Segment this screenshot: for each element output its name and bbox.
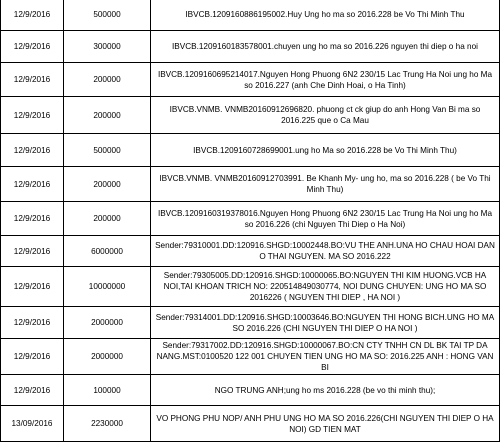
amount-cell: 200000: [64, 63, 151, 97]
description-cell: IBVCB.1209160728699001.ung ho Ma so 2016.228 be Vo Thi Minh Thu): [151, 134, 500, 167]
date-cell: 12/9/2016: [1, 375, 64, 406]
amount-cell: 200000: [64, 167, 151, 202]
description-cell: Sender:79314001.DD:120916.SHGD:10003646.BO:NGUYEN THI HONG BICH.UNG HO MA SO 2016.226 (CHI NGUYEN THI DIEP O HA NOI ): [151, 307, 500, 339]
description-cell: IBVCB.1209160695214017.Nguyen Hong Phuong 6N2 230/15 Lac Trung Ha Noi ung ho Ma so 2016.227 (anh Che Dinh Hoai, o Ha Tinh): [151, 63, 500, 97]
amount-cell: 500000: [64, 0, 151, 31]
date-cell: 12/9/2016: [1, 202, 64, 236]
description-cell: IBVCB.VNMB. VNMB20160912703991. Be Khanh My- ung ho, ma so 2016.228 ( be Vo Thi Minh Thu): [151, 167, 500, 202]
date-cell: 12/9/2016: [1, 267, 64, 307]
table-row: [1, 31, 500, 63]
amount-cell: 200000: [64, 202, 151, 236]
date-cell: 12/9/2016: [1, 63, 64, 97]
date-cell: 13/09/2016: [1, 406, 64, 442]
table-row: [1, 0, 500, 31]
date-cell: 12/9/2016: [1, 236, 64, 267]
date-cell: 12/9/2016: [1, 0, 64, 31]
amount-cell: 200000: [64, 97, 151, 134]
description-cell: Sender:79305005.DD:120916.SHGD:10000065.BO:NGUYEN THI KIM HUONG.VCB HA NOI,TAI KHOAN TRICH NO: 220514849030774, NOI DUNG CHUYEN: UNG HO MA SO 2016226 ( NGUYEN THI DIEP , HA NOI ): [151, 267, 500, 307]
date-cell: 12/9/2016: [1, 134, 64, 167]
table-row: [1, 167, 500, 202]
amount-cell: 2000000: [64, 307, 151, 339]
table-row: [1, 63, 500, 97]
description-cell: IBVCB.1209160319378016.Nguyen Hong Phuong 6N2 230/15 Lac Trung Ha Noi ung ho Ma so 2016.226 (chi Nguyen Thi Diep o Ha Noi): [151, 202, 500, 236]
description-cell: IBVCB.VNMB. VNMB20160912696820. phuong ct ck giup do anh Hong Van Bi ma so 2016.225 que o Ca Mau: [151, 97, 500, 134]
amount-cell: 300000: [64, 31, 151, 63]
description-cell: NGO TRUNG ANH;ung ho ms 2016.228 (be vo thi minh thu);: [151, 375, 500, 406]
description-cell: IBVCB.1209160886195002.Huy Ung ho ma so 2016.228 be Vo Thi Minh Thu: [151, 0, 500, 31]
amount-cell: 10000000: [64, 267, 151, 307]
date-cell: 12/9/2016: [1, 97, 64, 134]
table-row: [1, 97, 500, 134]
date-cell: 12/9/2016: [1, 31, 64, 63]
description-cell: Sender:79317002.DD:120916.SHGD:10000067.BO:CN CTY TNHH CN DL BK TAI TP DA NANG.MST:0100520 122 001 CHUYEN TIEN UNG HO MA SO: 2016.225 ANH : HONG VAN BI: [151, 339, 500, 375]
table-row: [1, 236, 500, 267]
table-row: [1, 406, 500, 442]
amount-cell: 6000000: [64, 236, 151, 267]
table-row: [1, 307, 500, 339]
date-cell: 12/9/2016: [1, 339, 64, 375]
description-cell: VO PHONG PHU NOP/ ANH PHU UNG HO MA SO 2016.226(CHI NGUYEN THI DIEP O HA NOI) GD TIEN MAT: [151, 406, 500, 442]
amount-cell: 2000000: [64, 339, 151, 375]
amount-cell: 100000: [64, 375, 151, 406]
table-row: [1, 267, 500, 307]
date-cell: 12/9/2016: [1, 307, 64, 339]
table-row: [1, 202, 500, 236]
description-cell: IBVCB.1209160183578001.chuyen ung ho ma so 2016.226 nguyen thi diep o ha noi: [151, 31, 500, 63]
amount-cell: 500000: [64, 134, 151, 167]
table-row: [1, 339, 500, 375]
table-row: [1, 134, 500, 167]
date-cell: 12/9/2016: [1, 167, 64, 202]
table-row: [1, 375, 500, 406]
description-cell: Sender:79310001.DD:120916.SHGD:10002448.BO:VU THE ANH.UNA HO CHAU HOAI DAN O THAI NGUYEN. MA SO 2016.222: [151, 236, 500, 267]
amount-cell: 2230000: [64, 406, 151, 442]
